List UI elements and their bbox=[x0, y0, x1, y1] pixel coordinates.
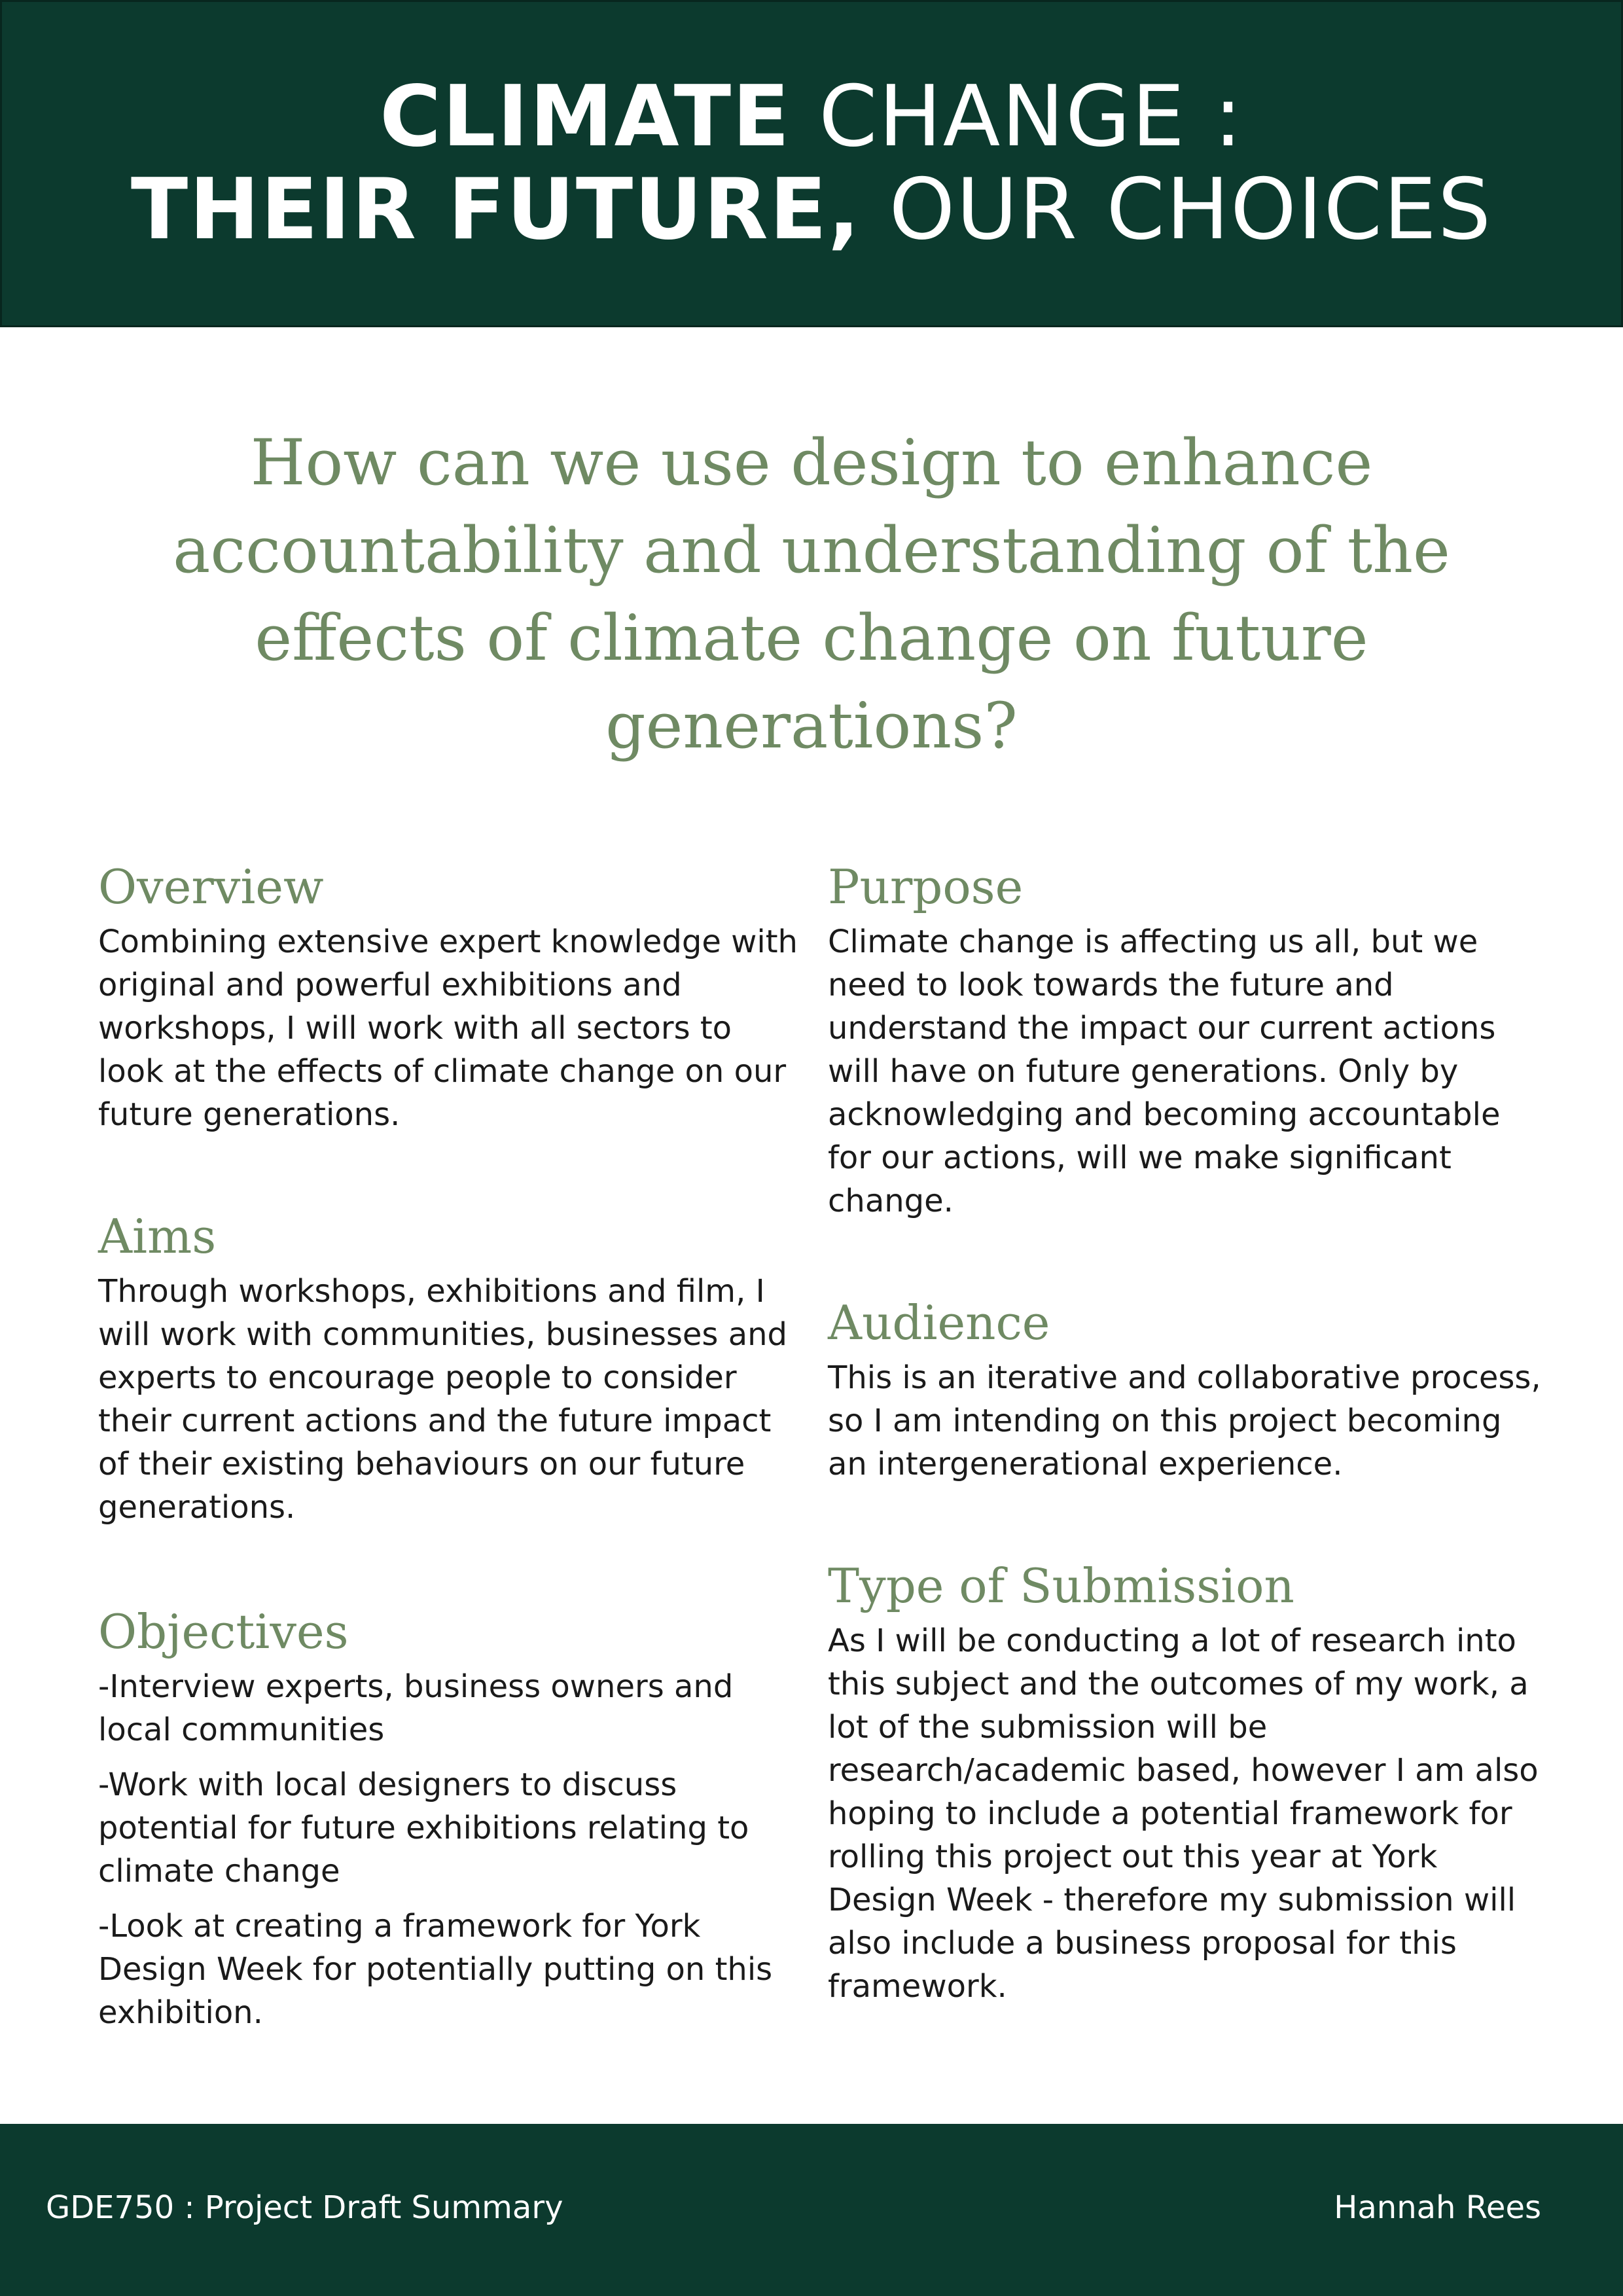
research-question: How can we use design to enhance accountability and understanding of the effects of climate change on future generations? bbox=[173, 426, 1450, 762]
purpose-title: Purpose bbox=[828, 859, 1024, 914]
footer-course-label: GDE750 : Project Draft Summary bbox=[46, 2189, 563, 2226]
submission-section bbox=[828, 1556, 1541, 2008]
audience-body: This is an iterative and collaborative process, so I am intending on this project becoming an intergenerational experience. bbox=[828, 1359, 1541, 1482]
audience-section bbox=[828, 1293, 1541, 1486]
objective-item: -Work with local designers to discuss potential for future exhibitions relating to climate change bbox=[98, 1767, 749, 1890]
title-our-choices: OUR CHOICES bbox=[861, 161, 1493, 259]
header-banner bbox=[0, 0, 1623, 327]
objectives-section bbox=[98, 1602, 805, 2034]
aims-body: Through workshops, exhibitions and film, I will work with communities, businesses and experts to encourage people to consider their current actions and the future impact of their existing behaviours on our future generations. bbox=[98, 1273, 787, 1526]
left-column bbox=[98, 857, 805, 2046]
title-line-2 bbox=[130, 161, 1493, 259]
objectives-title: Objectives bbox=[98, 1604, 349, 1659]
overview-section bbox=[98, 857, 805, 1136]
footer-author: Hannah Rees bbox=[1334, 2189, 1541, 2226]
overview-body: Combining extensive expert knowledge with original and powerful exhibitions and workshops, I will work with all sectors to look at the effects of climate change on our future generations. bbox=[98, 924, 798, 1133]
aims-section bbox=[98, 1207, 805, 1529]
title-line-1 bbox=[380, 68, 1243, 166]
audience-title: Audience bbox=[828, 1295, 1050, 1350]
footer-bar bbox=[0, 2124, 1623, 2296]
objective-item: -Interview experts, business owners and local communities bbox=[98, 1668, 734, 1748]
purpose-body: Climate change is affecting us all, but we need to look towards the future and understand the impact our current actions will have on future generations. Only by acknowledging and becoming accountable for our actions, will we make significant change. bbox=[828, 924, 1501, 1219]
submission-body: As I will be conducting a lot of research into this subject and the outcomes of my work, a lot of the submission will be research/academic based, however I am also hoping to include a potential framework for rolling this project out this year at York Design Week - therefore my submission will also include a business proposal for this framework. bbox=[828, 1623, 1539, 2005]
title-climate: CLIMATE bbox=[380, 68, 791, 166]
right-column bbox=[828, 857, 1541, 2008]
submission-title: Type of Submission bbox=[828, 1558, 1294, 1613]
title-their-future: THEIR FUTURE, bbox=[130, 161, 861, 259]
title-change: CHANGE : bbox=[791, 68, 1243, 166]
objective-item: -Look at creating a framework for York Design Week for potentially putting on this exhibition. bbox=[98, 1908, 773, 2031]
purpose-section bbox=[828, 857, 1541, 1223]
overview-title: Overview bbox=[98, 859, 324, 914]
aims-title: Aims bbox=[98, 1209, 217, 1264]
